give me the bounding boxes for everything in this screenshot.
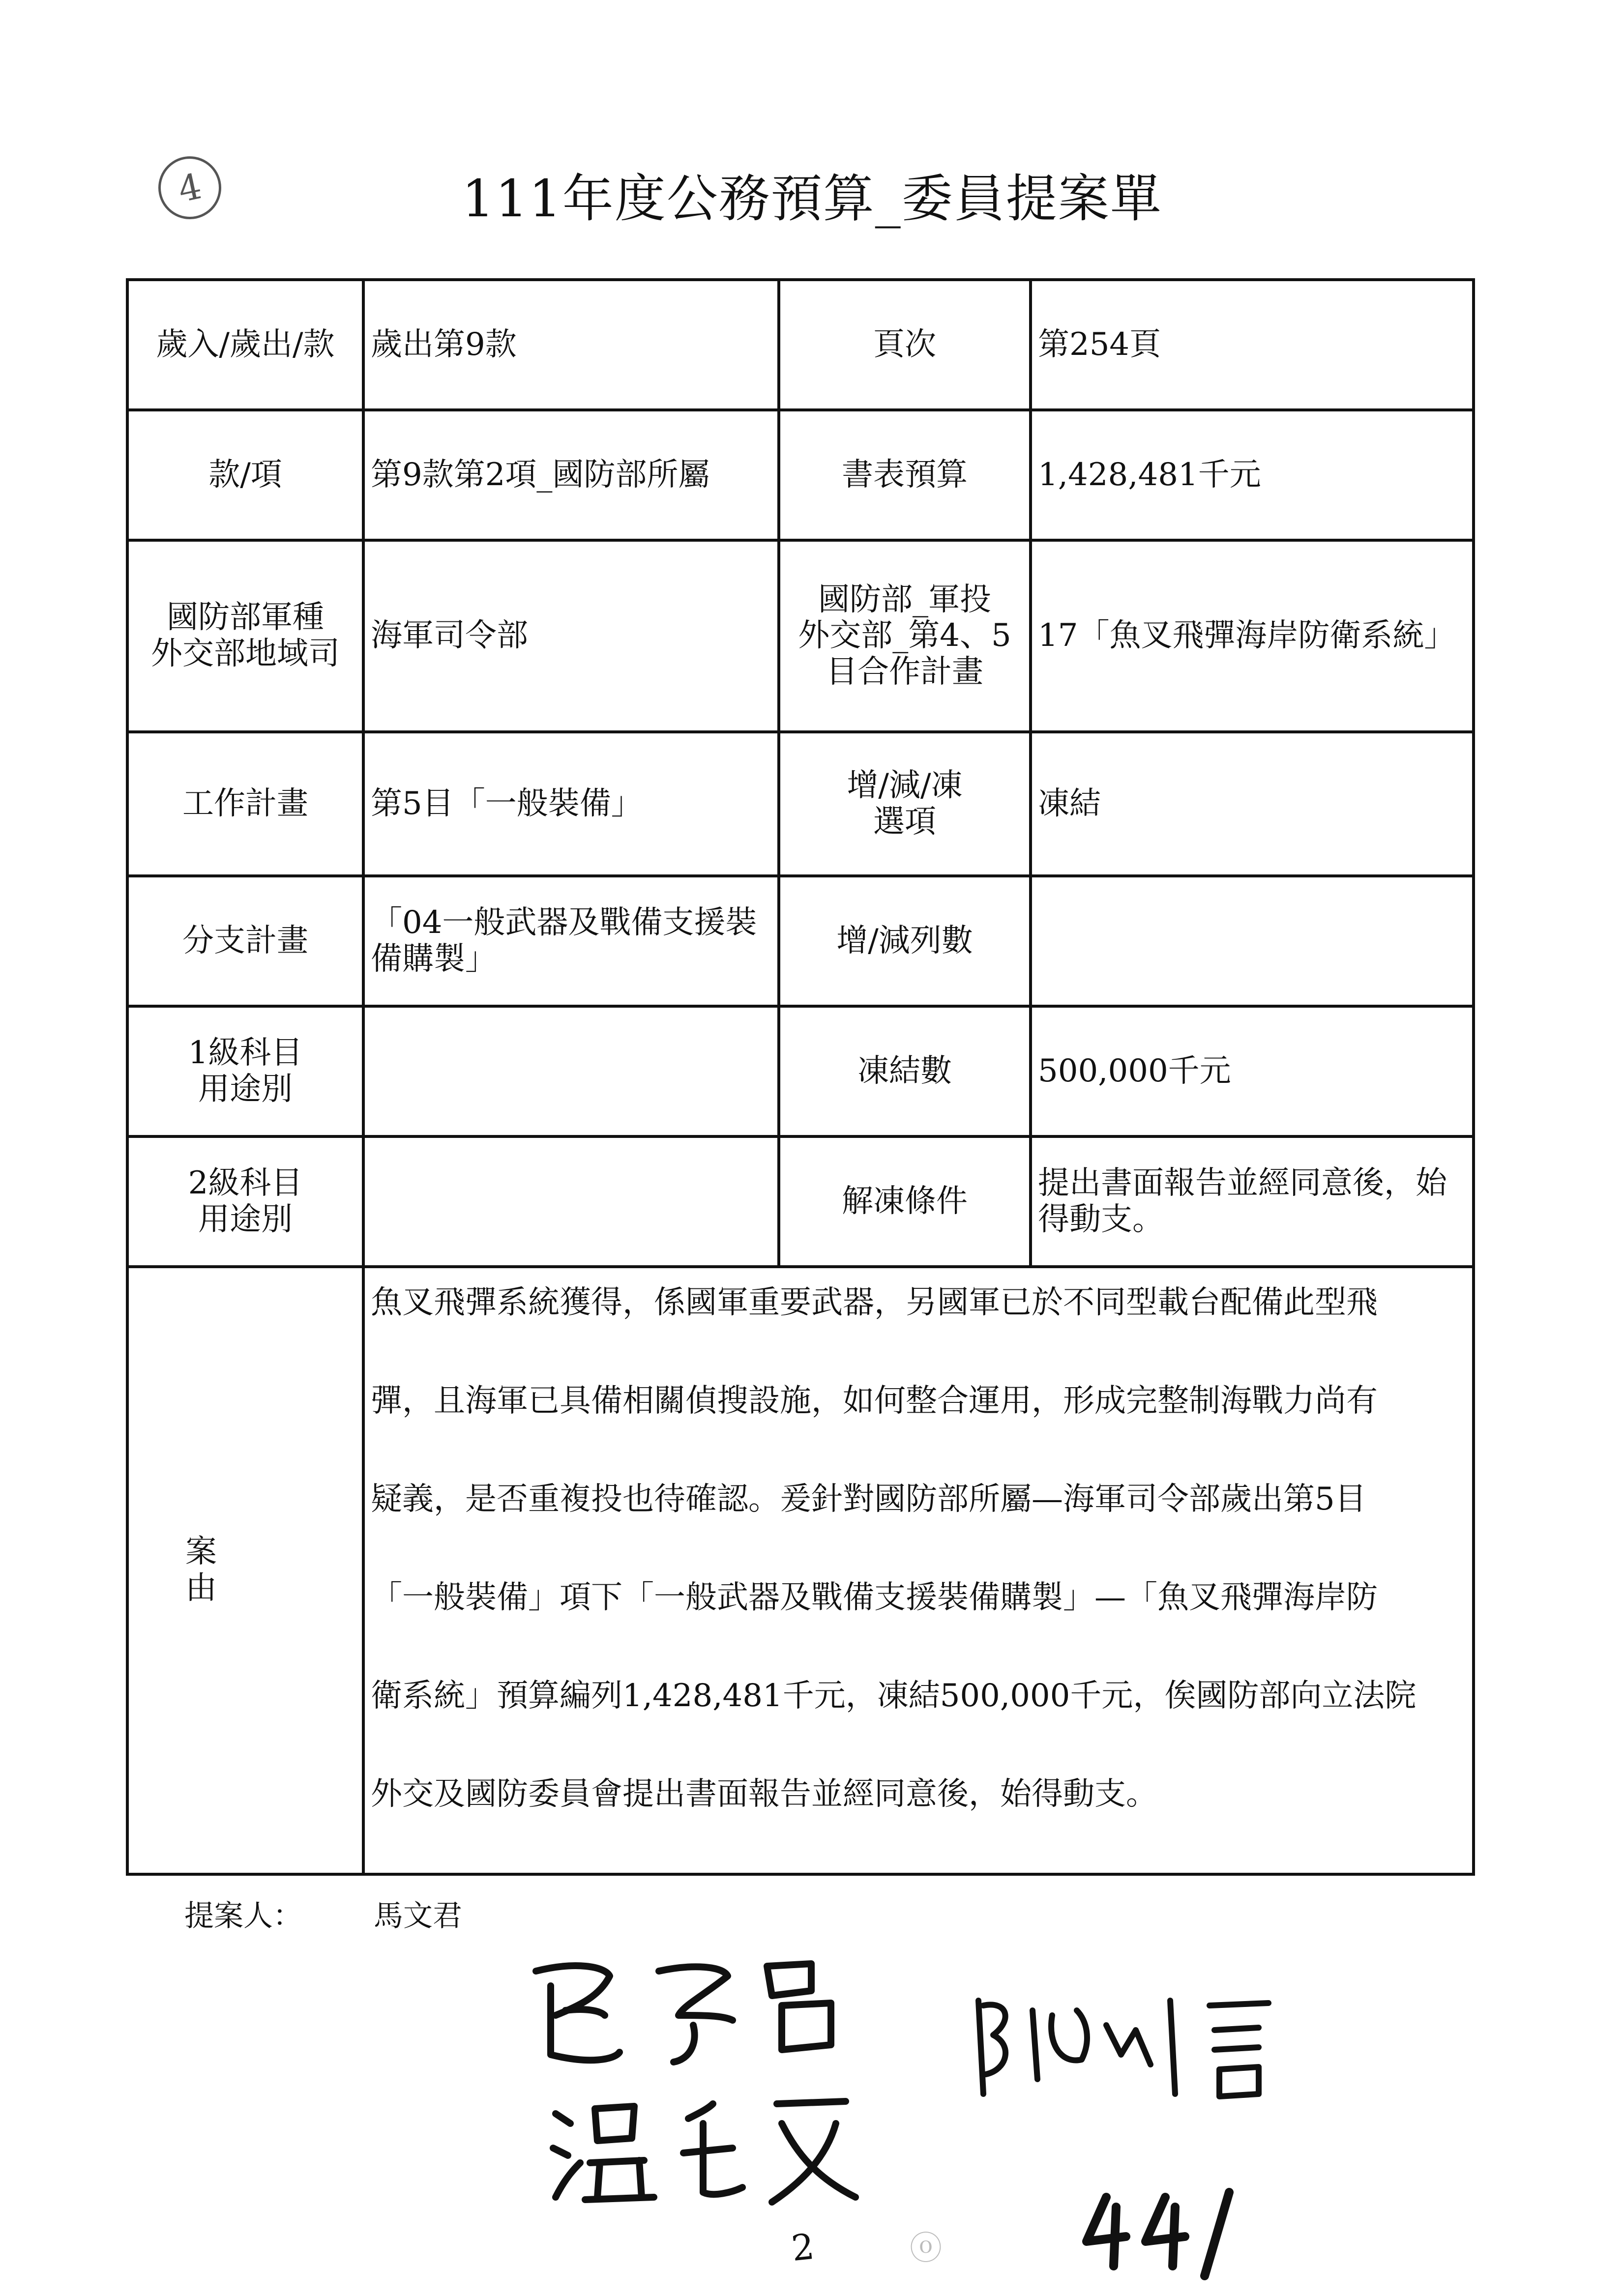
label-level2-line2: 用途別 — [198, 1201, 293, 1238]
form-row-item — [127, 410, 1474, 540]
label-option — [779, 732, 1031, 876]
value-option: 凍結 — [1031, 732, 1474, 876]
label-level1-line2: 用途別 — [198, 1071, 293, 1107]
value-budget: 1,428,481千元 — [1031, 410, 1474, 540]
label-plan-line3: 目合作計畫 — [826, 653, 983, 690]
value-account-type: 歲出第9款 — [363, 280, 779, 410]
label-level1 — [127, 1006, 363, 1136]
label-level1-line1: 1級科目 — [188, 1034, 303, 1071]
label-item: 款/項 — [127, 410, 363, 540]
form-row-account — [127, 280, 1474, 410]
faint-mark: ⓞ — [910, 2229, 942, 2267]
value-reason — [363, 1267, 1474, 1874]
value-freeze-amount: 500,000千元 — [1031, 1006, 1474, 1136]
signature-ma-wenjun — [516, 1942, 860, 2079]
form-row-sub-plan — [127, 876, 1474, 1006]
signature-wen-yuxia — [541, 2079, 885, 2217]
label-sub-plan: 分支計畫 — [127, 876, 363, 1006]
label-reason: 案由 — [127, 1267, 363, 1874]
reason-line-5: 衛系統」預算編列1,428,481千元，凍結500,000千元，俟國防部向立法院 — [371, 1678, 1417, 1714]
value-plan: 17「魚叉飛彈海岸防衛系統」 — [1031, 540, 1474, 732]
value-work-plan: 第5目「一般裝備」 — [363, 732, 779, 876]
label-plan-line2: 外交部_第4、5 — [798, 617, 1011, 654]
label-work-plan: 工作計畫 — [127, 732, 363, 876]
value-page: 第254頁 — [1031, 280, 1474, 410]
value-unfreeze-condition: 提出書面報告並經同意後，始得動支。 — [1031, 1136, 1474, 1267]
label-option-line1: 增/減/凍 — [847, 767, 963, 804]
label-page: 頁次 — [779, 280, 1031, 410]
proposal-form-table — [126, 278, 1475, 1876]
label-freeze-amount: 凍結數 — [779, 1006, 1031, 1136]
page-number: 2 — [789, 2225, 817, 2269]
value-sub-plan: 「04一般武器及戰備支援裝備購製」 — [363, 876, 779, 1006]
value-item: 第9款第2項_國防部所屬 — [363, 410, 779, 540]
form-row-branch — [127, 540, 1474, 732]
page-title: 111年度公務預算_委員提案單 — [462, 169, 1162, 229]
label-adjust-amount: 增/減列數 — [779, 876, 1031, 1006]
label-unfreeze-condition: 解凍條件 — [779, 1136, 1031, 1267]
form-row-level1 — [127, 1006, 1474, 1136]
label-branch-line1: 國防部軍種 — [167, 599, 324, 636]
form-row-reason — [127, 1267, 1474, 1874]
label-budget: 書表預算 — [779, 410, 1031, 540]
form-row-level2 — [127, 1136, 1474, 1267]
proposer-label: 提案人： — [184, 1899, 302, 1933]
proposer-name: 馬文君 — [374, 1899, 462, 1933]
reason-line-6: 外交及國防委員會提出書面報告並經同意後，始得動支。 — [371, 1776, 1157, 1812]
value-adjust-amount — [1031, 876, 1474, 1006]
reason-line-1: 魚叉飛彈系統獲得，係國軍重要武器，另國軍已於不同型載台配備此型飛 — [371, 1284, 1378, 1321]
label-option-line2: 選項 — [873, 803, 936, 840]
value-branch: 海軍司令部 — [363, 540, 779, 732]
label-branch-line2: 外交部地域司 — [151, 636, 340, 672]
label-plan-line1: 國防部_軍投 — [818, 581, 991, 618]
reason-line-2: 彈，且海軍已具備相關偵搜設施，如何整合運用，形成完整制海戰力尚有 — [371, 1383, 1378, 1419]
value-level1 — [363, 1006, 779, 1136]
value-level2 — [363, 1136, 779, 1267]
reason-text — [371, 1253, 1466, 1843]
form-row-work-plan — [127, 732, 1474, 876]
label-branch — [127, 540, 363, 732]
reason-line-4: 「一般裝備」項下「一般武器及戰備支援裝備購製」—「魚叉飛彈海岸防 — [371, 1579, 1378, 1616]
reason-line-3: 疑義，是否重複投也待確認。爰針對國防部所屬—海軍司令部歲出第5目 — [371, 1481, 1366, 1517]
label-account-type: 歲入/歲出/款 — [127, 280, 363, 410]
label-level2 — [127, 1136, 363, 1267]
proposer-line — [184, 1892, 462, 1935]
circled-number-mark: 4 — [152, 150, 227, 225]
handwritten-number-441 — [1072, 2182, 1249, 2281]
signature-chen-yixin — [964, 1981, 1318, 2109]
label-plan — [779, 540, 1031, 732]
label-level2-line1: 2級科目 — [188, 1164, 303, 1201]
